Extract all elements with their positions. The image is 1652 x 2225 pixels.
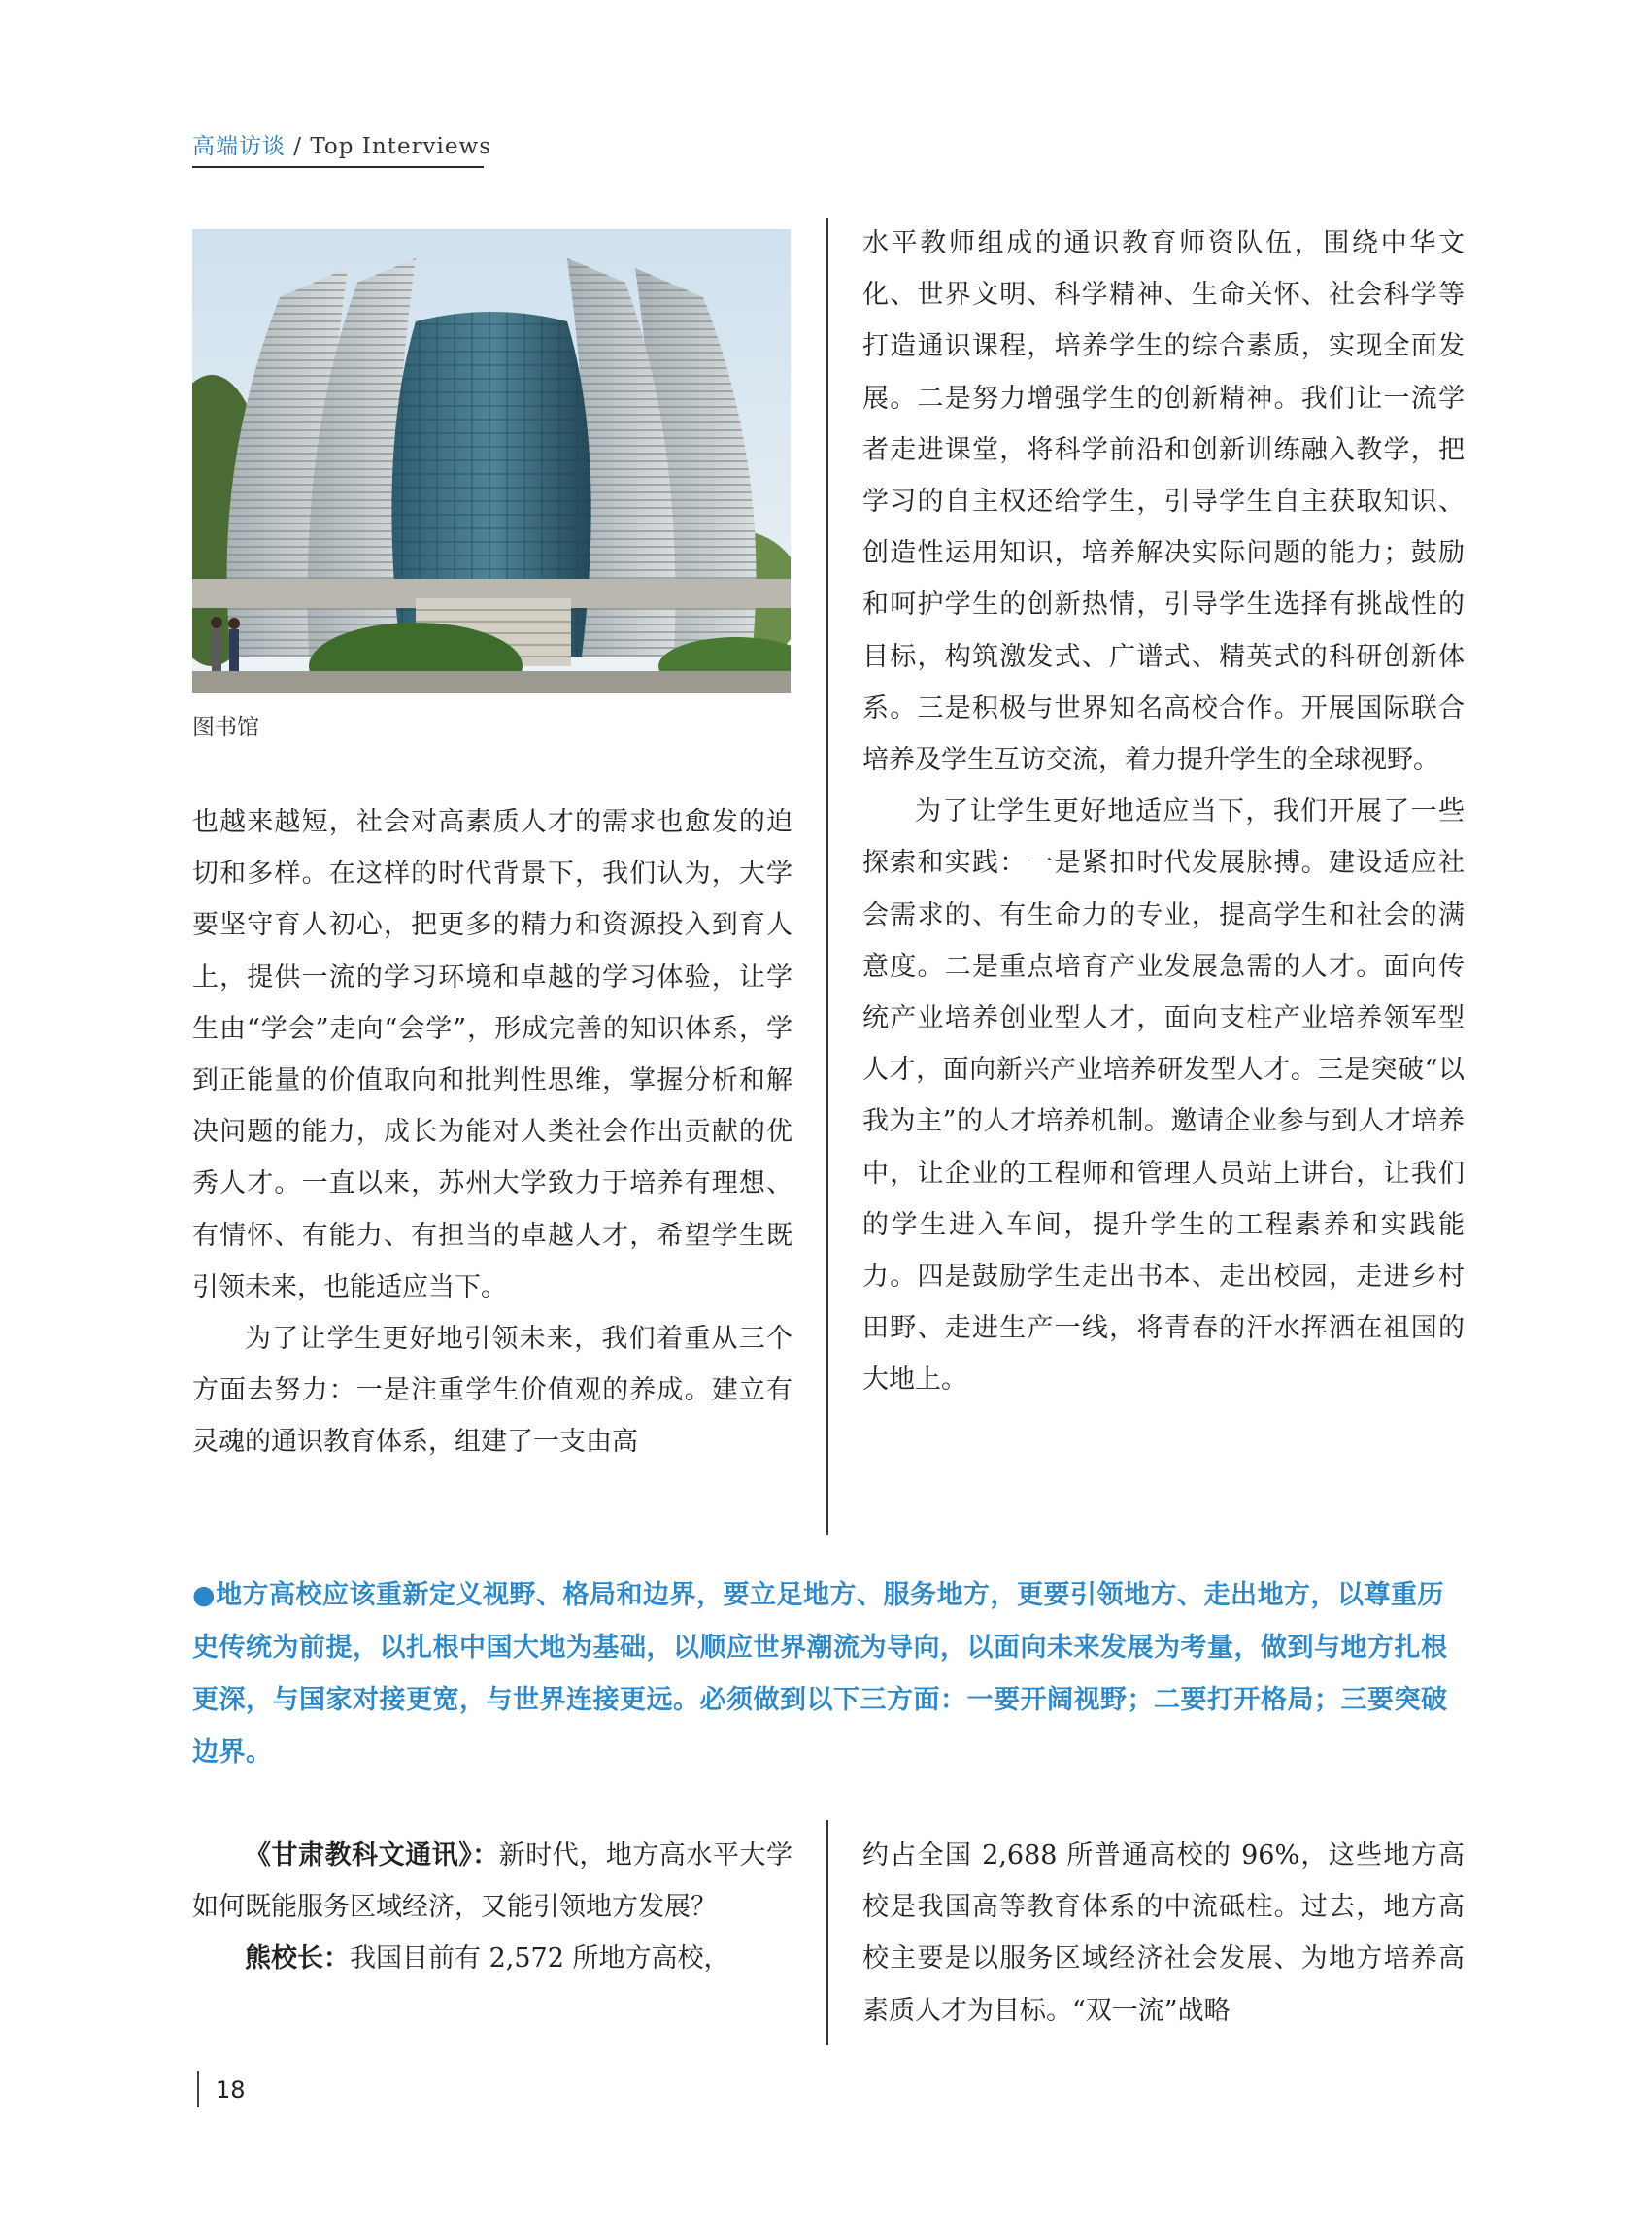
left-column-top	[192, 796, 792, 1468]
pull-quote	[192, 1569, 1465, 1779]
paragraph: 为了让学生更好地适应当下，我们开展了一些探索和实践：一是紧扣时代发展脉搏。建设适应社会需求的、有生命力的专业，提高学生和社会的满意度。二是重点培育产业发展急需的人才。面向传统产业培养创业型人才，面向支柱产业培养领军型人才，面向新兴产业培养研发型人才。三是突破“以我为主”的人才培养机制。邀请企业参与到人才培养中，让企业的工程师和管理人员站上讲台，让我们的学生进入车间，提升学生的工程素养和实践能力。四是鼓励学生走出书本、走出校园，走进乡村田野、走进生产一线，将青春的汗水挥洒在祖国的大地上。	[862, 796, 1465, 1396]
running-header	[192, 128, 491, 160]
header-en: Top Interviews	[310, 134, 492, 159]
page-number: 18	[216, 2076, 246, 2104]
paragraph: 水平教师组成的通识教育师资队伍，围绕中华文化、世界文明、科学精神、生命关怀、社会科学等打造通识课程，培养学生的综合素质，实现全面发展。二是努力增强学生的创新精神。我们让一流学者走进课堂，将科学前沿和创新训练融入教学，把学习的自主权还给学生，引导学生自主获取知识、创造性运用知识，培养解决实际问题的能力；鼓励和呵护学生的创新热情，引导学生选择有挑战性的目标，构筑激发式、广谱式、精英式的科研创新体系。三是积极与世界知名高校合作。开展国际联合培养及学生互访交流，着力提升学生的全球视野。	[862, 228, 1465, 776]
question-paragraph	[192, 1830, 792, 1933]
right-column-bottom	[862, 1830, 1465, 2037]
header-rule	[192, 166, 484, 168]
paragraph: 为了让学生更好地引领未来，我们着重从三个方面去努力：一是注重学生价值观的养成。建立有灵魂的通识教育体系，组建了一支由高	[192, 1324, 792, 1458]
answer-text: 我国目前有 2,572 所地方高校，	[350, 1943, 730, 1974]
paragraph: 也越来越短，社会对高素质人才的需求也愈发的迫切和多样。在这样的时代背景下，我们认为，大学要坚守育人初心，把更多的精力和资源投入到育人上，提供一流的学习环境和卓越的学习体验，让学生由“学会”走向“会学”，形成完善的知识体系，学到正能量的价值取向和批判性思维，掌握分析和解决问题的能力，成长为能对人类社会作出贡献的优秀人才。一直以来，苏州大学致力于培养有理想、有情怀、有能力、有担当的卓越人才，希望学生既引领未来，也能适应当下。	[192, 807, 792, 1302]
question-text: 新时代，地方高水平大学如何既能服务区域经济，又能引领地方发展？	[192, 1840, 792, 1923]
photo-caption: 图书馆	[192, 715, 259, 740]
header-cn: 高端访谈	[192, 134, 286, 159]
answer-paragraph	[192, 1933, 792, 1984]
pull-quote-text: 地方高校应该重新定义视野、格局和边界，要立足地方、服务地方，更要引领地方、走出地方，以尊重历史传统为前提，以扎根中国大地为基础，以顺应世界潮流为导向，以面向未来发展为考量，做到与地方扎根更深，与国家对接更宽，与世界连接更远。必须做到以下三方面：一要开阔视野；二要打开格局；三要突破边界。	[192, 1580, 1448, 1768]
question-label: 《甘肃教科文通讯》：	[245, 1840, 499, 1871]
answer-label: 熊校长：	[245, 1943, 350, 1974]
column-divider-top	[826, 218, 828, 1535]
paragraph: 约占全国 2,688 所普通高校的 96%，这些地方高校是我国高等教育体系的中流砥柱。过去，地方高校主要是以服务区域经济社会发展、为地方培养高素质人才为目标。“双一流”战略	[862, 1840, 1465, 2026]
library-photo	[192, 229, 791, 693]
column-divider-bottom	[826, 1820, 828, 2045]
bullet-icon: ●	[192, 1580, 217, 1610]
header-slash: /	[286, 134, 311, 159]
page-number-bar	[197, 2071, 199, 2107]
right-column-top	[862, 218, 1465, 1406]
left-column-bottom	[192, 1830, 792, 1985]
